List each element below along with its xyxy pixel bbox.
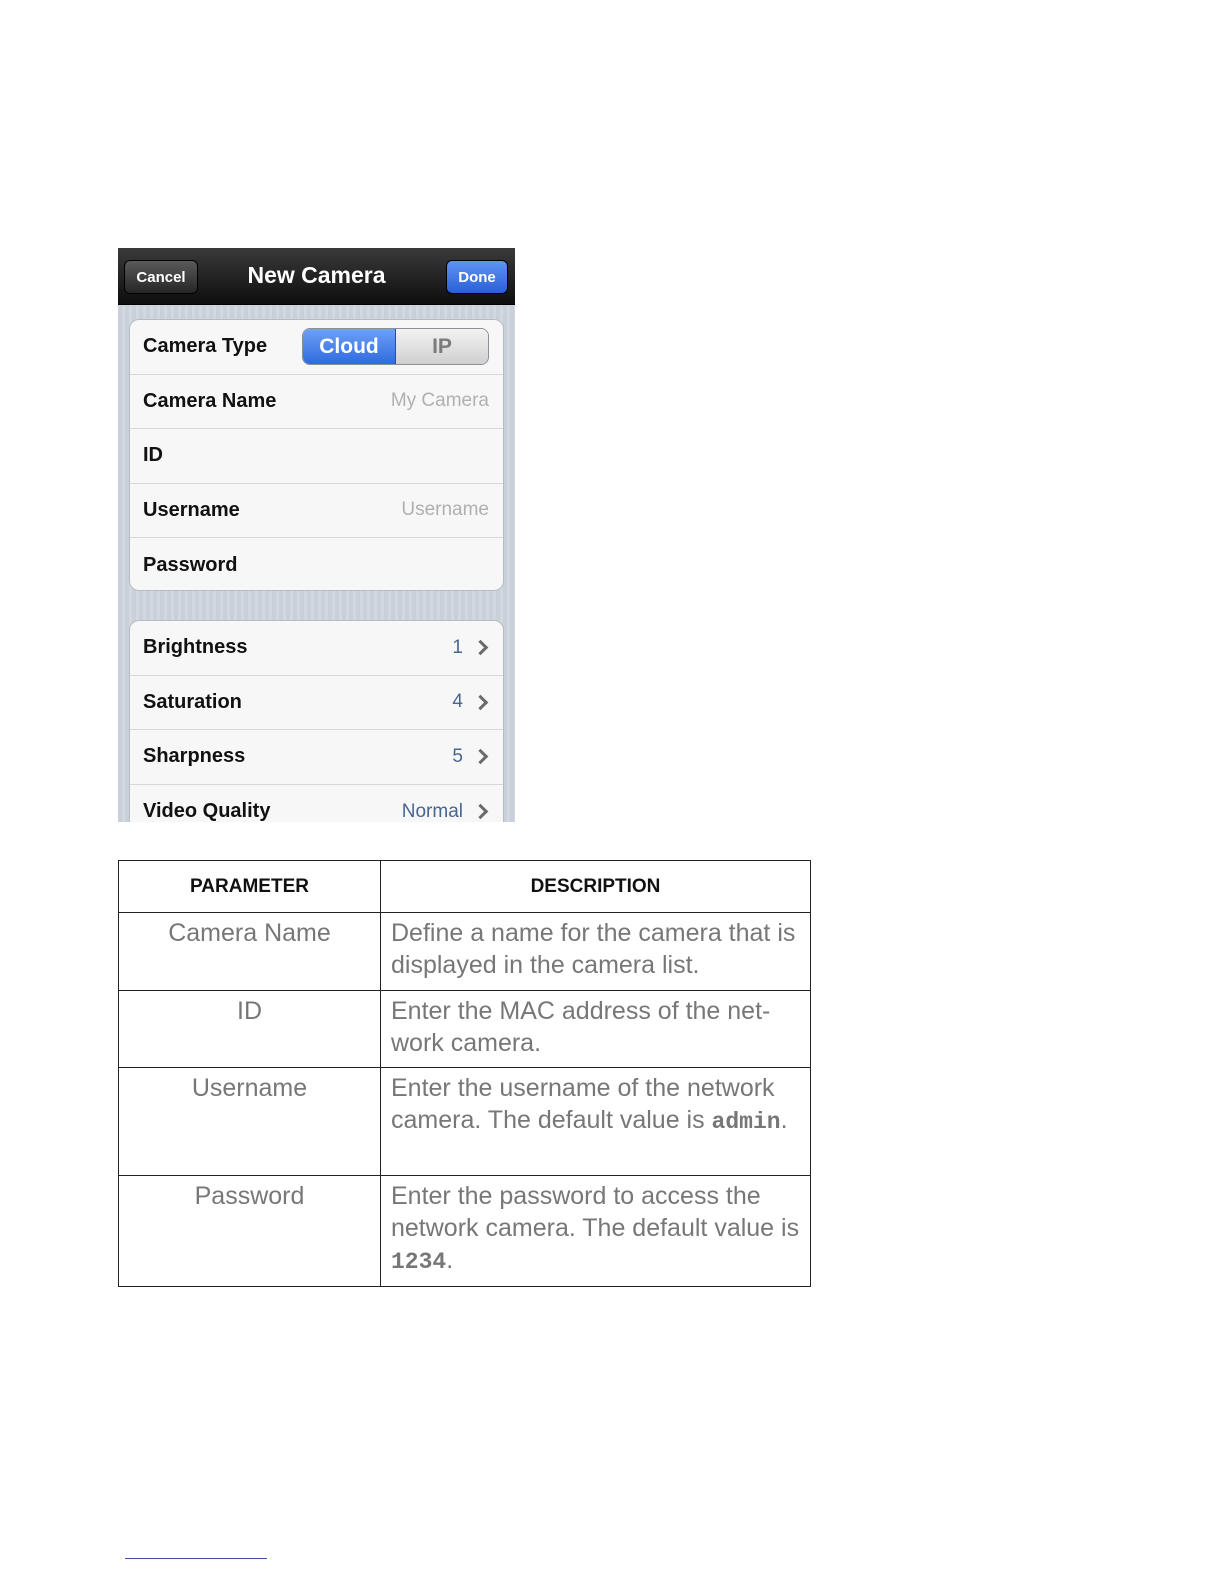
password-row[interactable]: [130, 538, 503, 591]
description-cell: Define a name for the camera that is displayed in the camera list.: [381, 913, 811, 991]
parameter-cell: ID: [119, 991, 381, 1068]
chevron-right-icon: [473, 640, 489, 656]
camera-details-group: [129, 319, 504, 591]
parameter-cell: Camera Name: [119, 913, 381, 991]
sharpness-label: Sharpness: [143, 745, 246, 768]
saturation-value: 4: [452, 691, 463, 713]
cancel-button[interactable]: Cancel: [124, 260, 198, 294]
username-input[interactable]: Username: [401, 499, 489, 521]
page-title: New Camera: [247, 262, 386, 288]
saturation-label: Saturation: [143, 690, 242, 713]
id-row[interactable]: [130, 429, 503, 484]
camera-name-row[interactable]: [130, 375, 503, 430]
description-suffix: .: [780, 1106, 788, 1134]
video-quality-label: Video Quality: [143, 800, 271, 822]
camera-type-row: [130, 320, 503, 375]
segment-cloud[interactable]: Cloud: [303, 329, 396, 364]
description-text: Enter the username of the network camera. The default value is: [391, 1074, 775, 1134]
image-settings-group: [129, 620, 504, 822]
camera-name-label: Camera Name: [143, 389, 277, 412]
new-camera-screenshot: [118, 248, 515, 822]
default-value-code: 1234: [391, 1249, 447, 1275]
done-button[interactable]: Done: [446, 260, 508, 294]
video-quality-value: Normal: [401, 800, 463, 822]
parameter-column-header: PARAMETER: [119, 861, 381, 913]
camera-type-segmented-control[interactable]: [302, 328, 489, 365]
username-label: Username: [143, 498, 240, 521]
password-label: Password: [143, 553, 238, 576]
camera-name-input[interactable]: My Camera: [390, 390, 489, 412]
description-suffix: .: [446, 1246, 454, 1274]
description-cell: [381, 1068, 811, 1176]
table-header-row: [119, 861, 811, 913]
brightness-value: 1: [452, 636, 463, 658]
segment-ip[interactable]: IP: [396, 329, 488, 364]
parameter-cell: Password: [119, 1176, 381, 1287]
parameter-table: [118, 860, 811, 1287]
parameter-cell: Username: [119, 1068, 381, 1176]
table-row: [119, 1068, 811, 1176]
video-quality-row[interactable]: [130, 785, 503, 823]
description-cell: [381, 1176, 811, 1287]
brightness-label: Brightness: [143, 636, 248, 659]
brightness-row[interactable]: [130, 621, 503, 676]
chevron-right-icon: [473, 694, 489, 710]
table-row: [119, 1176, 811, 1287]
description-cell: Enter the MAC address of the net-work camera.: [381, 991, 811, 1068]
navigation-bar: [118, 248, 515, 305]
saturation-row[interactable]: [130, 676, 503, 731]
table-row: [119, 991, 811, 1068]
chevron-right-icon: [473, 804, 489, 820]
camera-type-label: Camera Type: [143, 335, 268, 358]
default-value-code: admin: [711, 1109, 781, 1135]
description-text: Enter the password to access the network camera. The default value is: [391, 1182, 800, 1242]
id-label: ID: [143, 444, 163, 467]
description-column-header: DESCRIPTION: [381, 861, 811, 913]
username-row[interactable]: [130, 484, 503, 539]
table-row: [119, 913, 811, 991]
footnote-separator: [125, 1558, 267, 1559]
sharpness-value: 5: [452, 745, 463, 767]
chevron-right-icon: [473, 749, 489, 765]
sharpness-row[interactable]: [130, 730, 503, 785]
